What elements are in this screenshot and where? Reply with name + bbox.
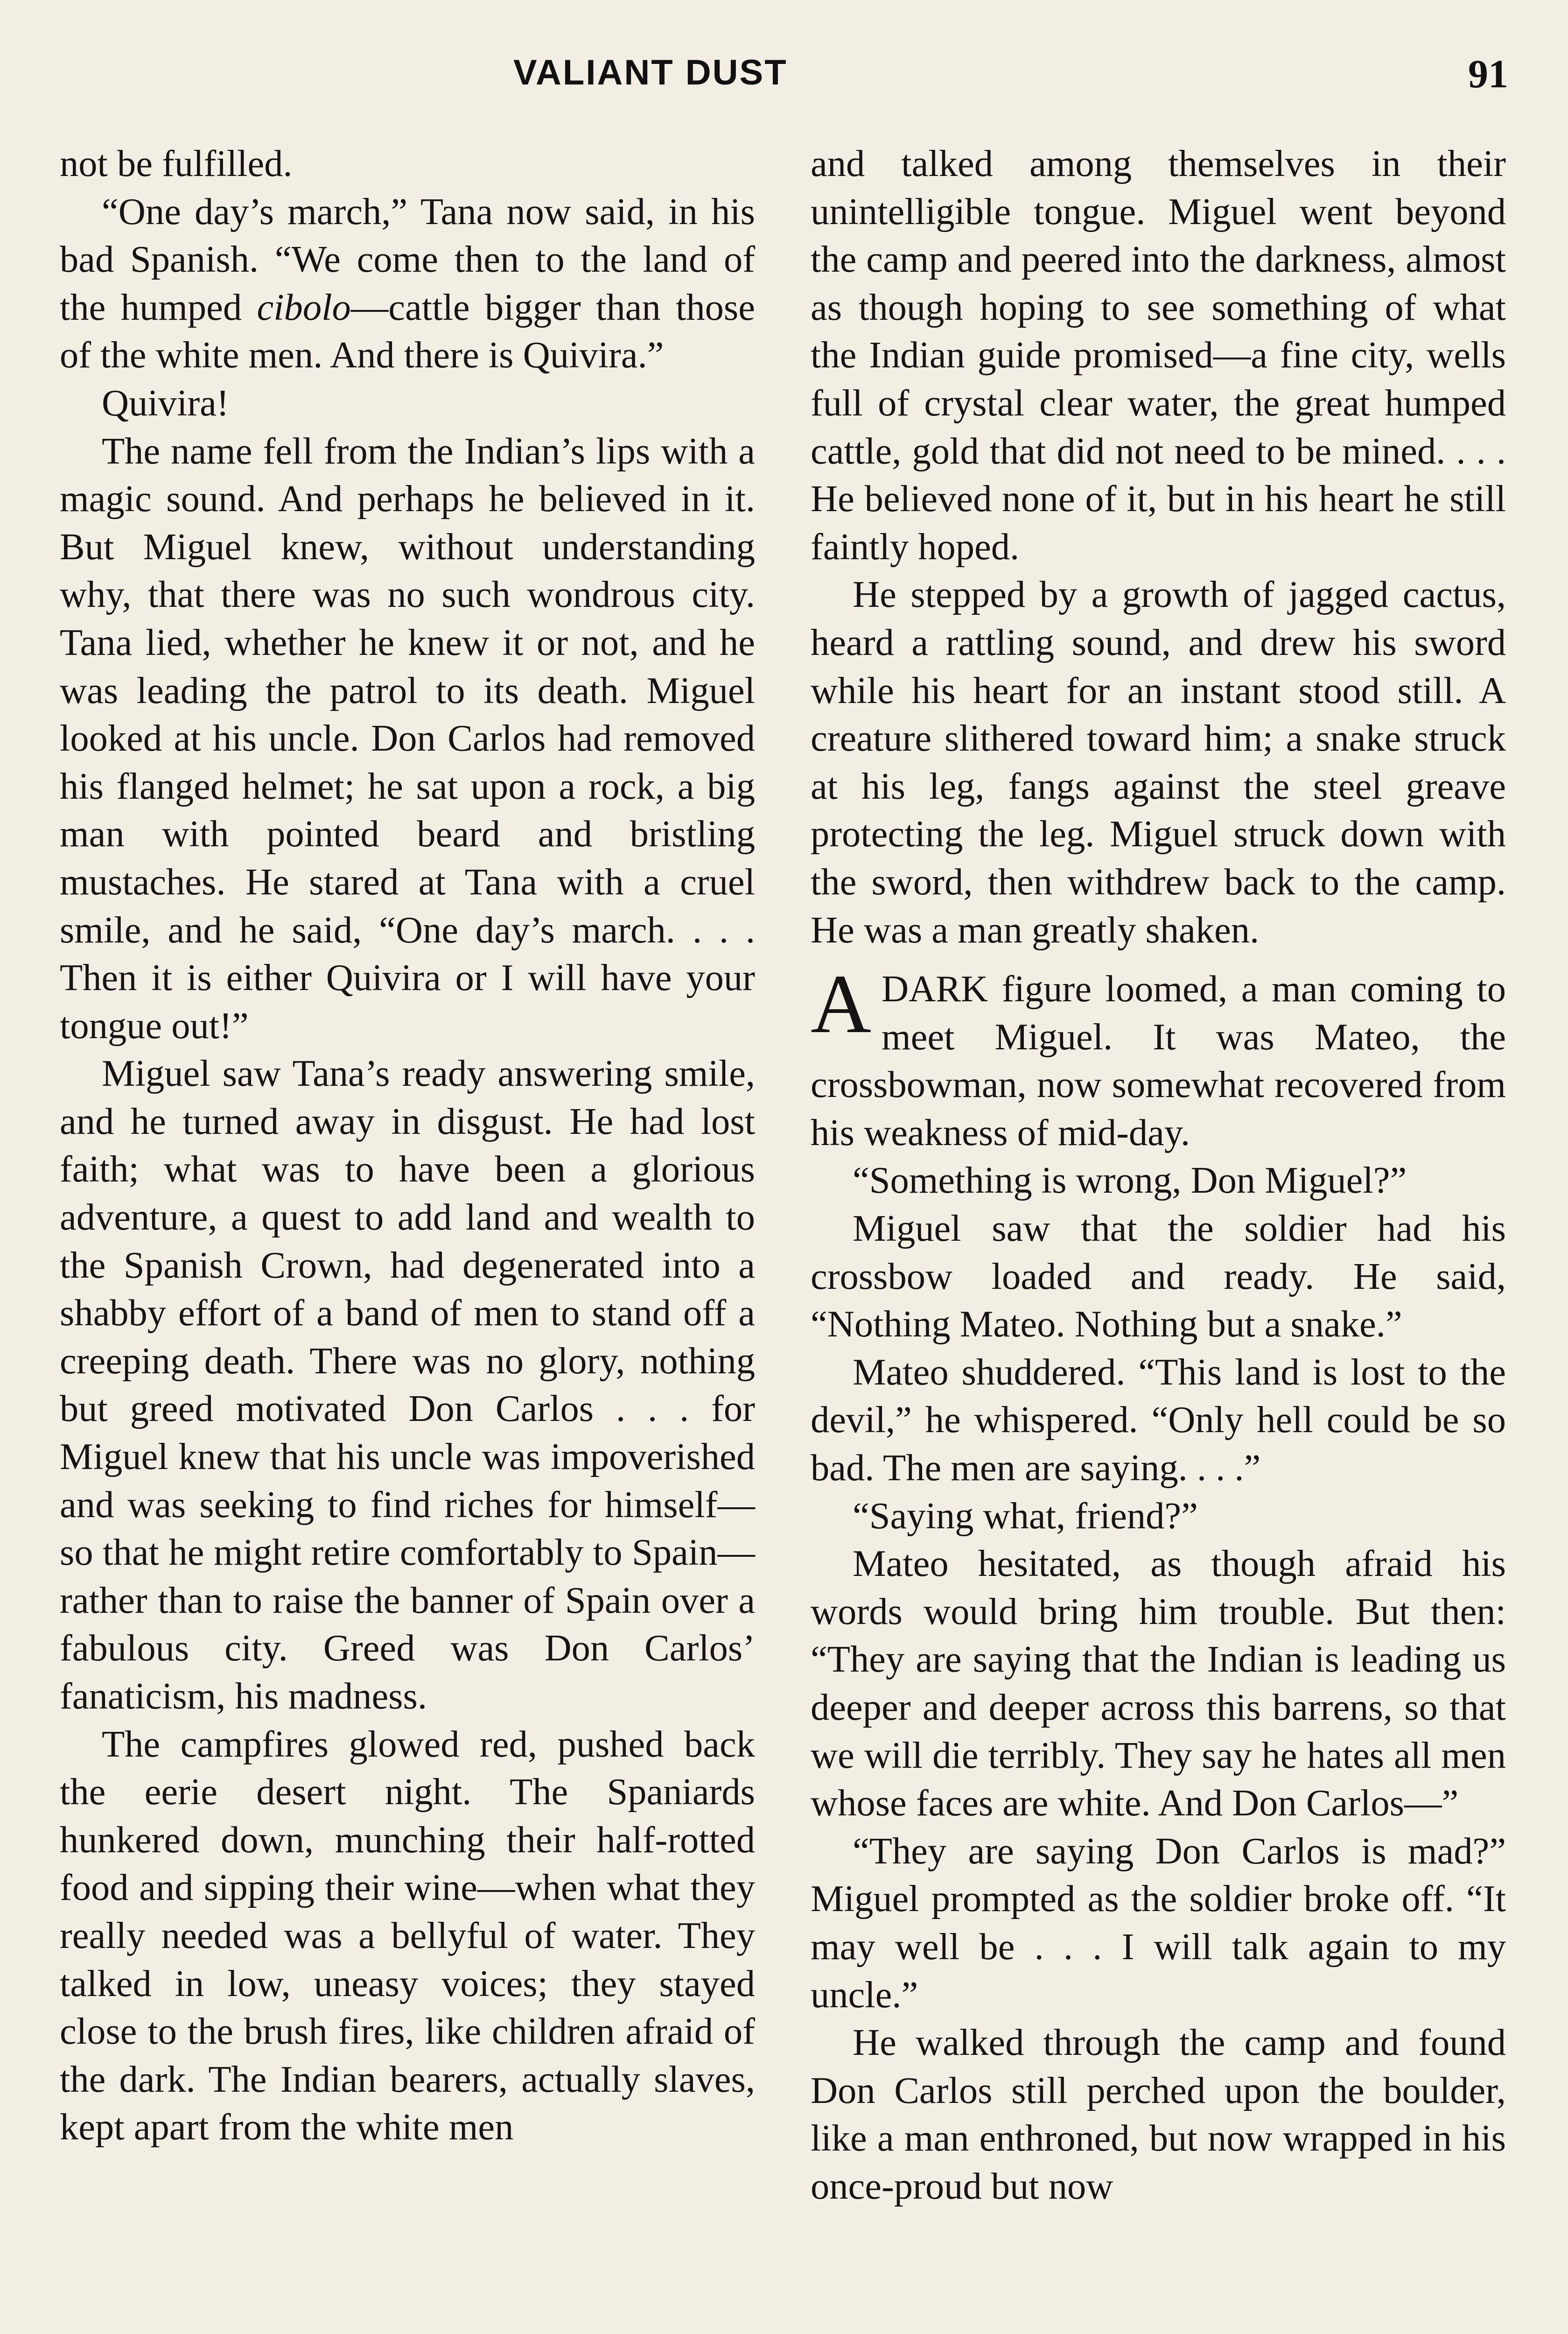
- left-column: [60, 140, 755, 2151]
- paragraph: “Something is wrong, Don Miguel?”: [853, 1160, 1407, 1202]
- running-title: VALIANT DUST: [513, 53, 788, 92]
- paragraph: not be fulfilled.: [60, 143, 293, 184]
- paragraph: Mateo hesitated, as though afraid his words would bring him trouble. But then: “They are saying that the Indian is leading us deeper and deeper across this barrens, so that we will die terribly. They say he hates all men whose faces are white. And Don Carlos—”: [811, 1543, 1506, 1824]
- paragraph: The campfires glowed red, pushed back the eerie desert night. The Spaniards hunkered down, munching their half-rotted food and sipping their wine—when what they really needed was a bellyful of water. They talked in low, uneasy voices; they stayed close to the brush fires, like children afraid of the dark. The Indian bearers, actually slaves, kept apart from the white men: [60, 1723, 755, 2148]
- text-run: “One day’s march,” Tana now said, in his bad Spanish. “We come then to the land of the humped: [60, 190, 755, 328]
- paragraph: He stepped by a growth of jagged cactus, heard a rattling sound, and drew his sword while his heart for an instant stood still. A creature slithered toward him; a snake struck at his leg, fangs against the steel greave protecting the leg. Miguel struck down with the sword, then withdrew back to the camp. He was a man greatly shaken.: [811, 574, 1506, 951]
- section-opening-paragraph: [811, 957, 1506, 1157]
- paragraph: [60, 188, 755, 380]
- text-run: —cattle bigger than those of the white men. And there is Quivira.”: [60, 286, 755, 376]
- paragraph: “Saying what, friend?”: [853, 1495, 1198, 1537]
- italic-word: cibolo: [257, 286, 351, 328]
- text-run: DARK figure loomed, a man coming to meet Miguel. It was Mateo, the crossbowman, now somewhat recovered from his weakness of mid-day.: [811, 968, 1506, 1153]
- paragraph: “They are saying Don Carlos is mad?” Miguel prompted as the soldier broke off. “It may well be . . . I will talk again to my uncle.”: [811, 1830, 1506, 2016]
- paragraph: Miguel saw that the soldier had his crossbow loaded and ready. He said, “Nothing Mateo. Nothing but a snake.”: [811, 1208, 1506, 1345]
- page-number: 91: [1468, 51, 1508, 96]
- drop-cap: A: [811, 957, 871, 1051]
- paragraph: Quivira!: [102, 382, 229, 424]
- paragraph: The name fell from the Indian’s lips with a magic sound. And perhaps he believed in it. But Miguel knew, without understanding why, that there was no such wondrous city. Tana lied, whether he knew it or not, and he was leading the patrol to its death. Miguel looked at his uncle. Don Carlos had removed his flanged helmet; he sat upon a rock, a big man with pointed beard and bristling mustaches. He stared at Tana with a cruel smile, and he said, “One day’s march. . . . Then it is either Quivira or I will have your tongue out!”: [60, 430, 755, 1047]
- paragraph: He walked through the camp and found Don Carlos still perched upon the boulder, like a man enthroned, but now wrapped in his once-proud but now: [811, 2022, 1506, 2207]
- right-column: [811, 140, 1506, 2211]
- paragraph: Mateo shuddered. “This land is lost to the devil,” he whispered. “Only hell could be so bad. The men are saying. . . .”: [811, 1351, 1506, 1489]
- paragraph: and talked among themselves in their unintelligible tongue. Miguel went beyond the camp and peered into the darkness, almost as though hoping to see something of what the Indian guide promised—a fine city, wells full of crystal clear water, the great humped cattle, gold that did not need to be mined. . . . He believed none of it, but in his heart he still faintly hoped.: [811, 143, 1506, 568]
- paragraph: Miguel saw Tana’s ready answering smile, and he turned away in disgust. He had lost faith; what was to have been a glorious adventure, a quest to add land and wealth to the Spanish Crown, had degenerated into a shabby effort of a band of men to stand off a creeping death. There was no glory, nothing but greed motivated Don Carlos . . . for Miguel knew that his uncle was impoverished and was seeking to find riches for himself—so that he might retire comfortably to Spain—rather than to raise the banner of Spain over a fabulous city. Greed was Don Carlos’ fanaticism, his madness.: [60, 1053, 755, 1717]
